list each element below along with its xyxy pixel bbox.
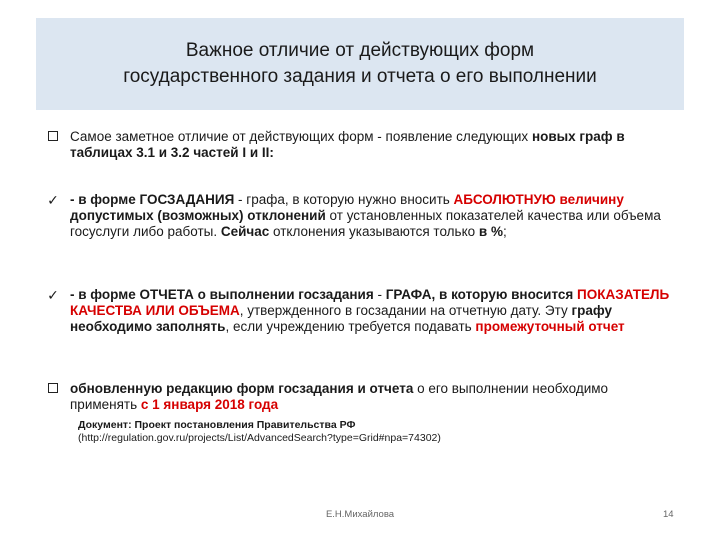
- checkmark-icon: ✓: [47, 287, 59, 303]
- bullet-text: - в форме ГОСЗАДАНИЯ - графа, в которую нужно вносить АБСОЛЮТНУЮ величину допустимых (возможных) отклонений от установленных показателей качества или объема госуслуги либо работы. Сейчас отклонения указываются только в %;: [70, 192, 661, 239]
- footer-author: Е.Н.Михайлова: [325, 509, 395, 520]
- bullet-text: - в форме ОТЧЕТА о выполнении госзадания - ГРАФА, в которую вносится ПОКАЗАТЕЛЬ КАЧЕСТВА ИЛИ ОБЪЕМА, утвержденного в госзадании на отчетную дату. Эту графу необходимо заполнять, если учреждению требуется подавать промежуточный отчет: [70, 287, 670, 334]
- checkmark-icon: ✓: [47, 192, 59, 208]
- bullet-new-edition: [46, 381, 676, 413]
- slide-title: [36, 18, 684, 110]
- bullet-new-columns: [46, 129, 676, 161]
- bullet-text: Самое заметное отличие от действующих форм - появление следующих новых граф в таблицах 3.1 и 3.2 частей I и II:: [70, 129, 625, 160]
- page-number: 14: [663, 509, 674, 520]
- source-link[interactable]: (http://regulation.gov.ru/projects/List/AdvancedSearch?type=Grid#npa=74302): [78, 432, 441, 444]
- bullet-text: обновленную редакцию форм госзадания и отчета о его выполнении необходимо применять с 1 января 2018 года: [70, 381, 609, 412]
- source-label: Документ: Проект постановления Правительства РФ: [78, 419, 356, 431]
- bullet-goszadanie: [46, 192, 676, 240]
- bullet-otchet: [46, 287, 676, 335]
- title-line-2: государственного задания и отчета о его выполнении: [123, 66, 597, 87]
- title-line-1: Важное отличие от действующих форм: [185, 40, 535, 61]
- source-reference: [78, 419, 441, 445]
